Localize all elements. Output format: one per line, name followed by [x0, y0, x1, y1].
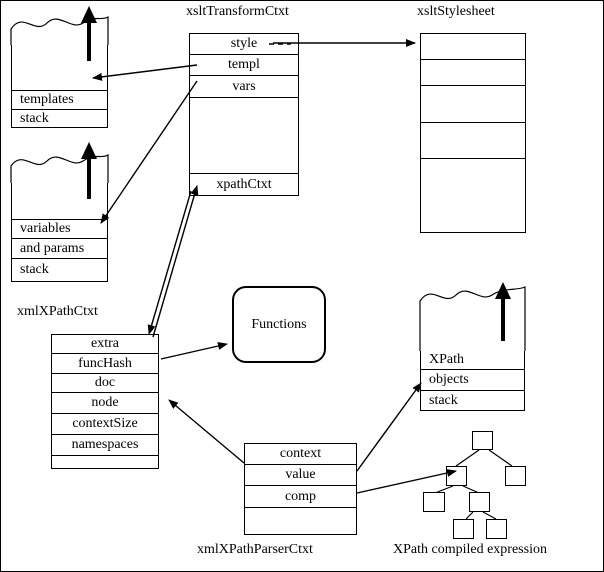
tree-node-right: [505, 466, 526, 486]
arrow-funchash-to-functions: [161, 344, 227, 359]
arrow-comp-to-expression-tree: [357, 471, 456, 493]
variables-stack-row-0: variables: [12, 220, 107, 239]
tree-node-left-left: [423, 492, 445, 512]
variables-stack-empty-cell: [12, 183, 107, 220]
label-xslt-stylesheet: xsltStylesheet: [417, 4, 495, 19]
transform-ctxt-row-vars: vars: [190, 76, 298, 98]
arrow-templ-to-templates-stack: [93, 65, 197, 78]
xpath-ctxt-row-empty: [52, 456, 158, 468]
xpath-ctxt-row-node: node: [52, 393, 158, 414]
stylesheet-row-0: [421, 34, 525, 60]
transform-ctxt-row-empty: [190, 98, 298, 174]
xpath-objects-row-0: XPath: [421, 350, 524, 370]
xpath-objects-stack-box: [420, 349, 525, 411]
arrow-value-to-objects-stack: [357, 383, 421, 471]
tree-node-leaf-b: [486, 519, 507, 539]
functions-box: [232, 286, 326, 363]
xml-xpath-ctxt-box: [51, 334, 159, 469]
xslt-transform-ctxt-box: [189, 33, 299, 196]
xpath-objects-row-1: objects: [421, 370, 524, 391]
arrow-xpathctxt-down: [149, 191, 191, 334]
variables-stack-box: [11, 182, 108, 282]
parser-ctxt-row-context: context: [245, 444, 356, 465]
stylesheet-row-2: [421, 86, 525, 123]
label-xpath-compiled-expression: XPath compiled expression: [393, 542, 547, 557]
arrow-xpathctxt-up: [153, 186, 197, 337]
stylesheet-row-4: [421, 159, 525, 232]
label-xml-xpath-parser-ctxt: xmlXPathParserCtxt: [197, 542, 313, 557]
xslt-stylesheet-box: [420, 33, 526, 233]
parser-ctxt-row-value: value: [245, 465, 356, 486]
parser-ctxt-row-comp: comp: [245, 486, 356, 508]
tree-node-left: [446, 466, 467, 486]
parser-ctxt-row-empty: [245, 508, 356, 534]
templates-stack-row-0: templates: [12, 91, 107, 110]
xpath-ctxt-row-doc: doc: [52, 374, 158, 393]
transform-ctxt-row-xpathctxt: xpathCtxt: [216, 176, 272, 192]
tree-node-root: [472, 431, 493, 450]
tree-node-leaf-a: [453, 519, 474, 539]
label-xml-xpath-ctxt: xmlXPathCtxt: [17, 304, 98, 319]
variables-stack-row-2: stack: [20, 262, 49, 277]
transform-ctxt-row-style: style: [190, 34, 298, 55]
variables-stack-row-1: and params: [12, 239, 107, 259]
xpath-objects-row-2: stack: [429, 392, 458, 408]
transform-ctxt-row-templ: templ: [190, 55, 298, 76]
xpath-ctxt-row-funchash: funcHash: [52, 354, 158, 374]
stylesheet-row-1: [421, 60, 525, 86]
arrow-context-to-xpathctxt: [169, 400, 244, 463]
templates-stack-box: [11, 44, 108, 128]
tree-node-left-right: [469, 492, 490, 512]
xml-xpath-parser-ctxt-box: [244, 443, 357, 535]
templates-stack-empty-cell: [12, 45, 107, 91]
stylesheet-row-3: [421, 123, 525, 159]
functions-label: Functions: [251, 316, 307, 332]
xpath-ctxt-row-extra: extra: [52, 335, 158, 354]
xpath-ctxt-row-namespaces: namespaces: [52, 435, 158, 456]
templates-stack-row-1: stack: [20, 111, 49, 126]
xpath-objects-stack-up-arrow: [495, 282, 511, 341]
label-xslt-transform-ctxt: xsltTransformCtxt: [186, 4, 289, 19]
xpath-ctxt-row-contextsize: contextSize: [52, 414, 158, 435]
arrow-vars-to-variables-stack: [101, 81, 197, 223]
